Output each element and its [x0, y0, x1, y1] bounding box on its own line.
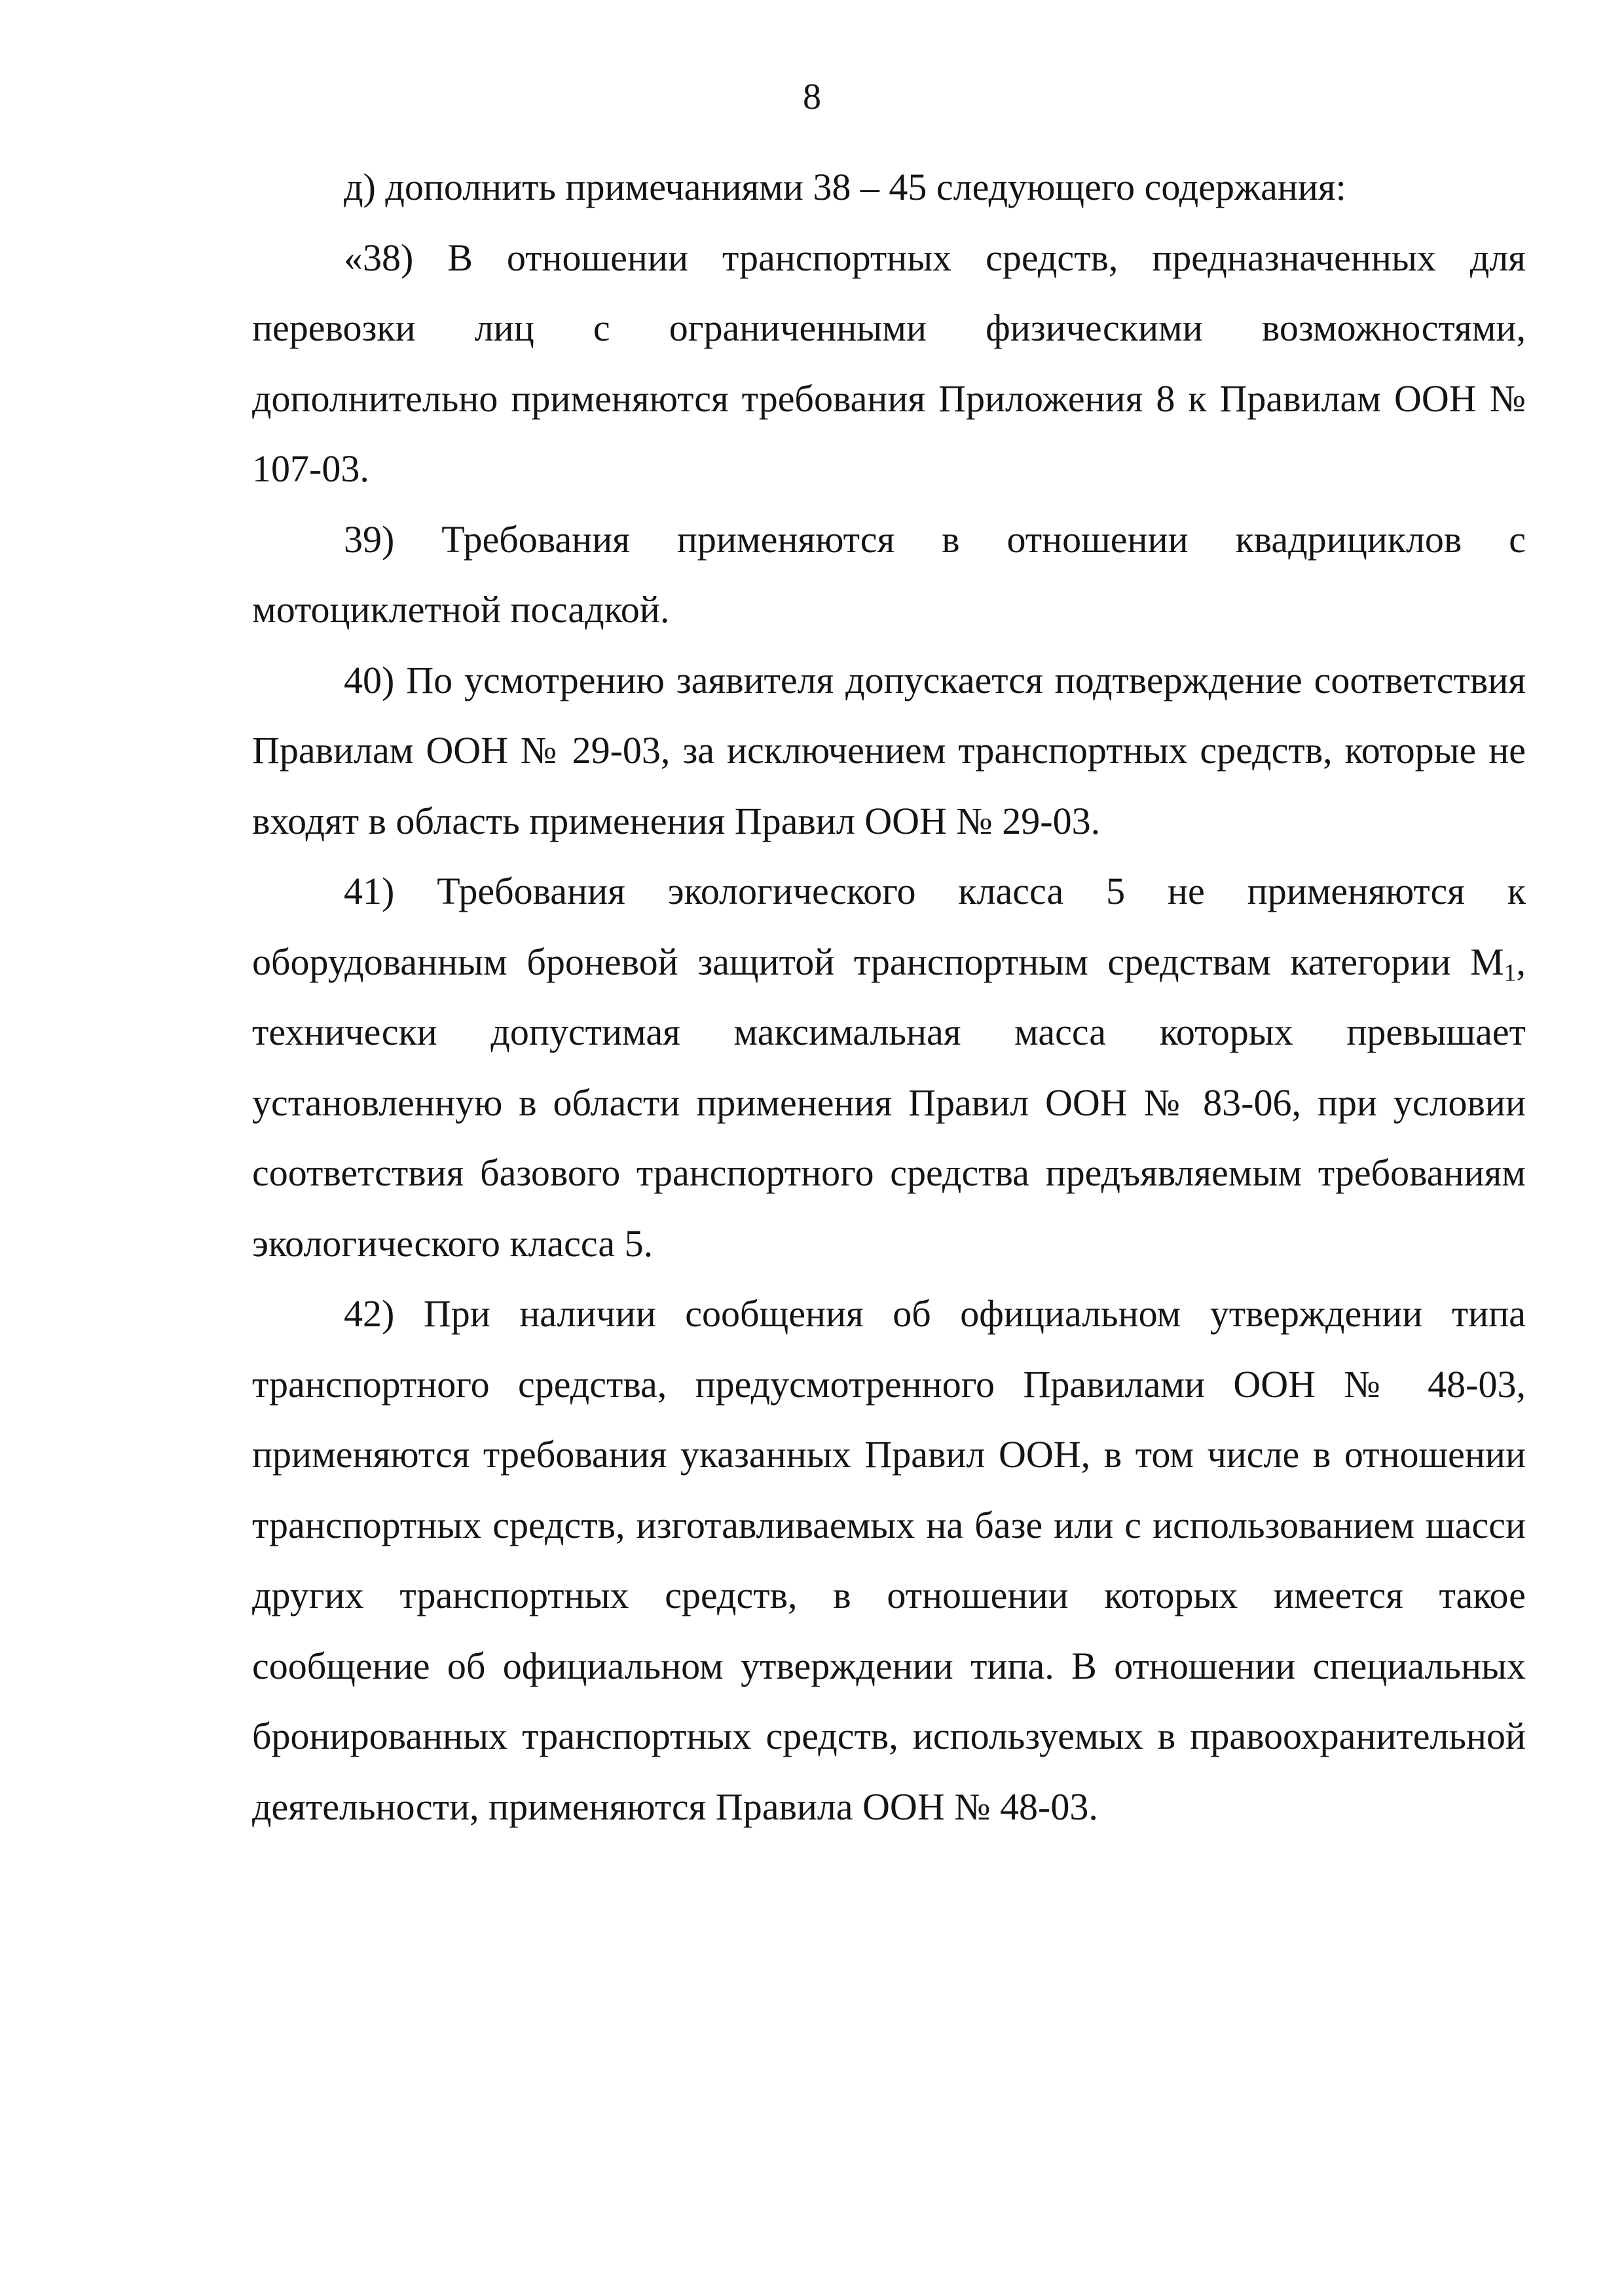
note-38: «38) В отношении транспортных средств, предназначенных для перевозки лиц с ограниченными физическими возможностями, дополнительно применяются требования Приложения 8 к Правилам ООН № 107-03.: [252, 236, 1526, 490]
note-40: 40) По усмотрению заявителя допускается подтверждение соответствия Правилам ООН № 29-03, за исключением транспортных средств, которые не входят в область применения Правил ООН № 29-03.: [252, 658, 1526, 842]
note-41-subscript: 1: [1504, 958, 1517, 986]
note-41: [252, 856, 1526, 1278]
page-number: 8: [803, 77, 821, 117]
note-42: 42) При наличии сообщения об официальном утверждении типа транспортного средства, предусмотренного Правилами ООН № 48-03, применяются требования указанных Правил ООН, в том числе в отношении транспортных средств, изготавливаемых на базе или с использованием шасси других транспортных средств, в отношении которых имеется такое сообщение об официальном утверждении типа. В отношении специальных бронированных транспортных средств, используемых в правоохранительной деятельности, применяются Правила ООН № 48-03.: [252, 1292, 1526, 1828]
note-39: 39) Требования применяются в отношении квадрициклов с мотоциклетной посадкой.: [252, 517, 1526, 631]
intro-paragraph: д) дополнить примечаниями 38 – 45 следующего содержания:: [344, 166, 1346, 208]
document-body: [252, 152, 1526, 1842]
note-41-text-end: , технически допустимая максимальная масса которых превышает установленную в области применения Правил ООН № 83-06, при условии соответствия базового транспортного средства предъявляемым требованиям экологического класса 5.: [252, 940, 1526, 1265]
note-41-text-start: 41) Требования экологического класса 5 не применяются к оборудованным броневой защитой транспортным средствам категории М: [252, 870, 1526, 983]
